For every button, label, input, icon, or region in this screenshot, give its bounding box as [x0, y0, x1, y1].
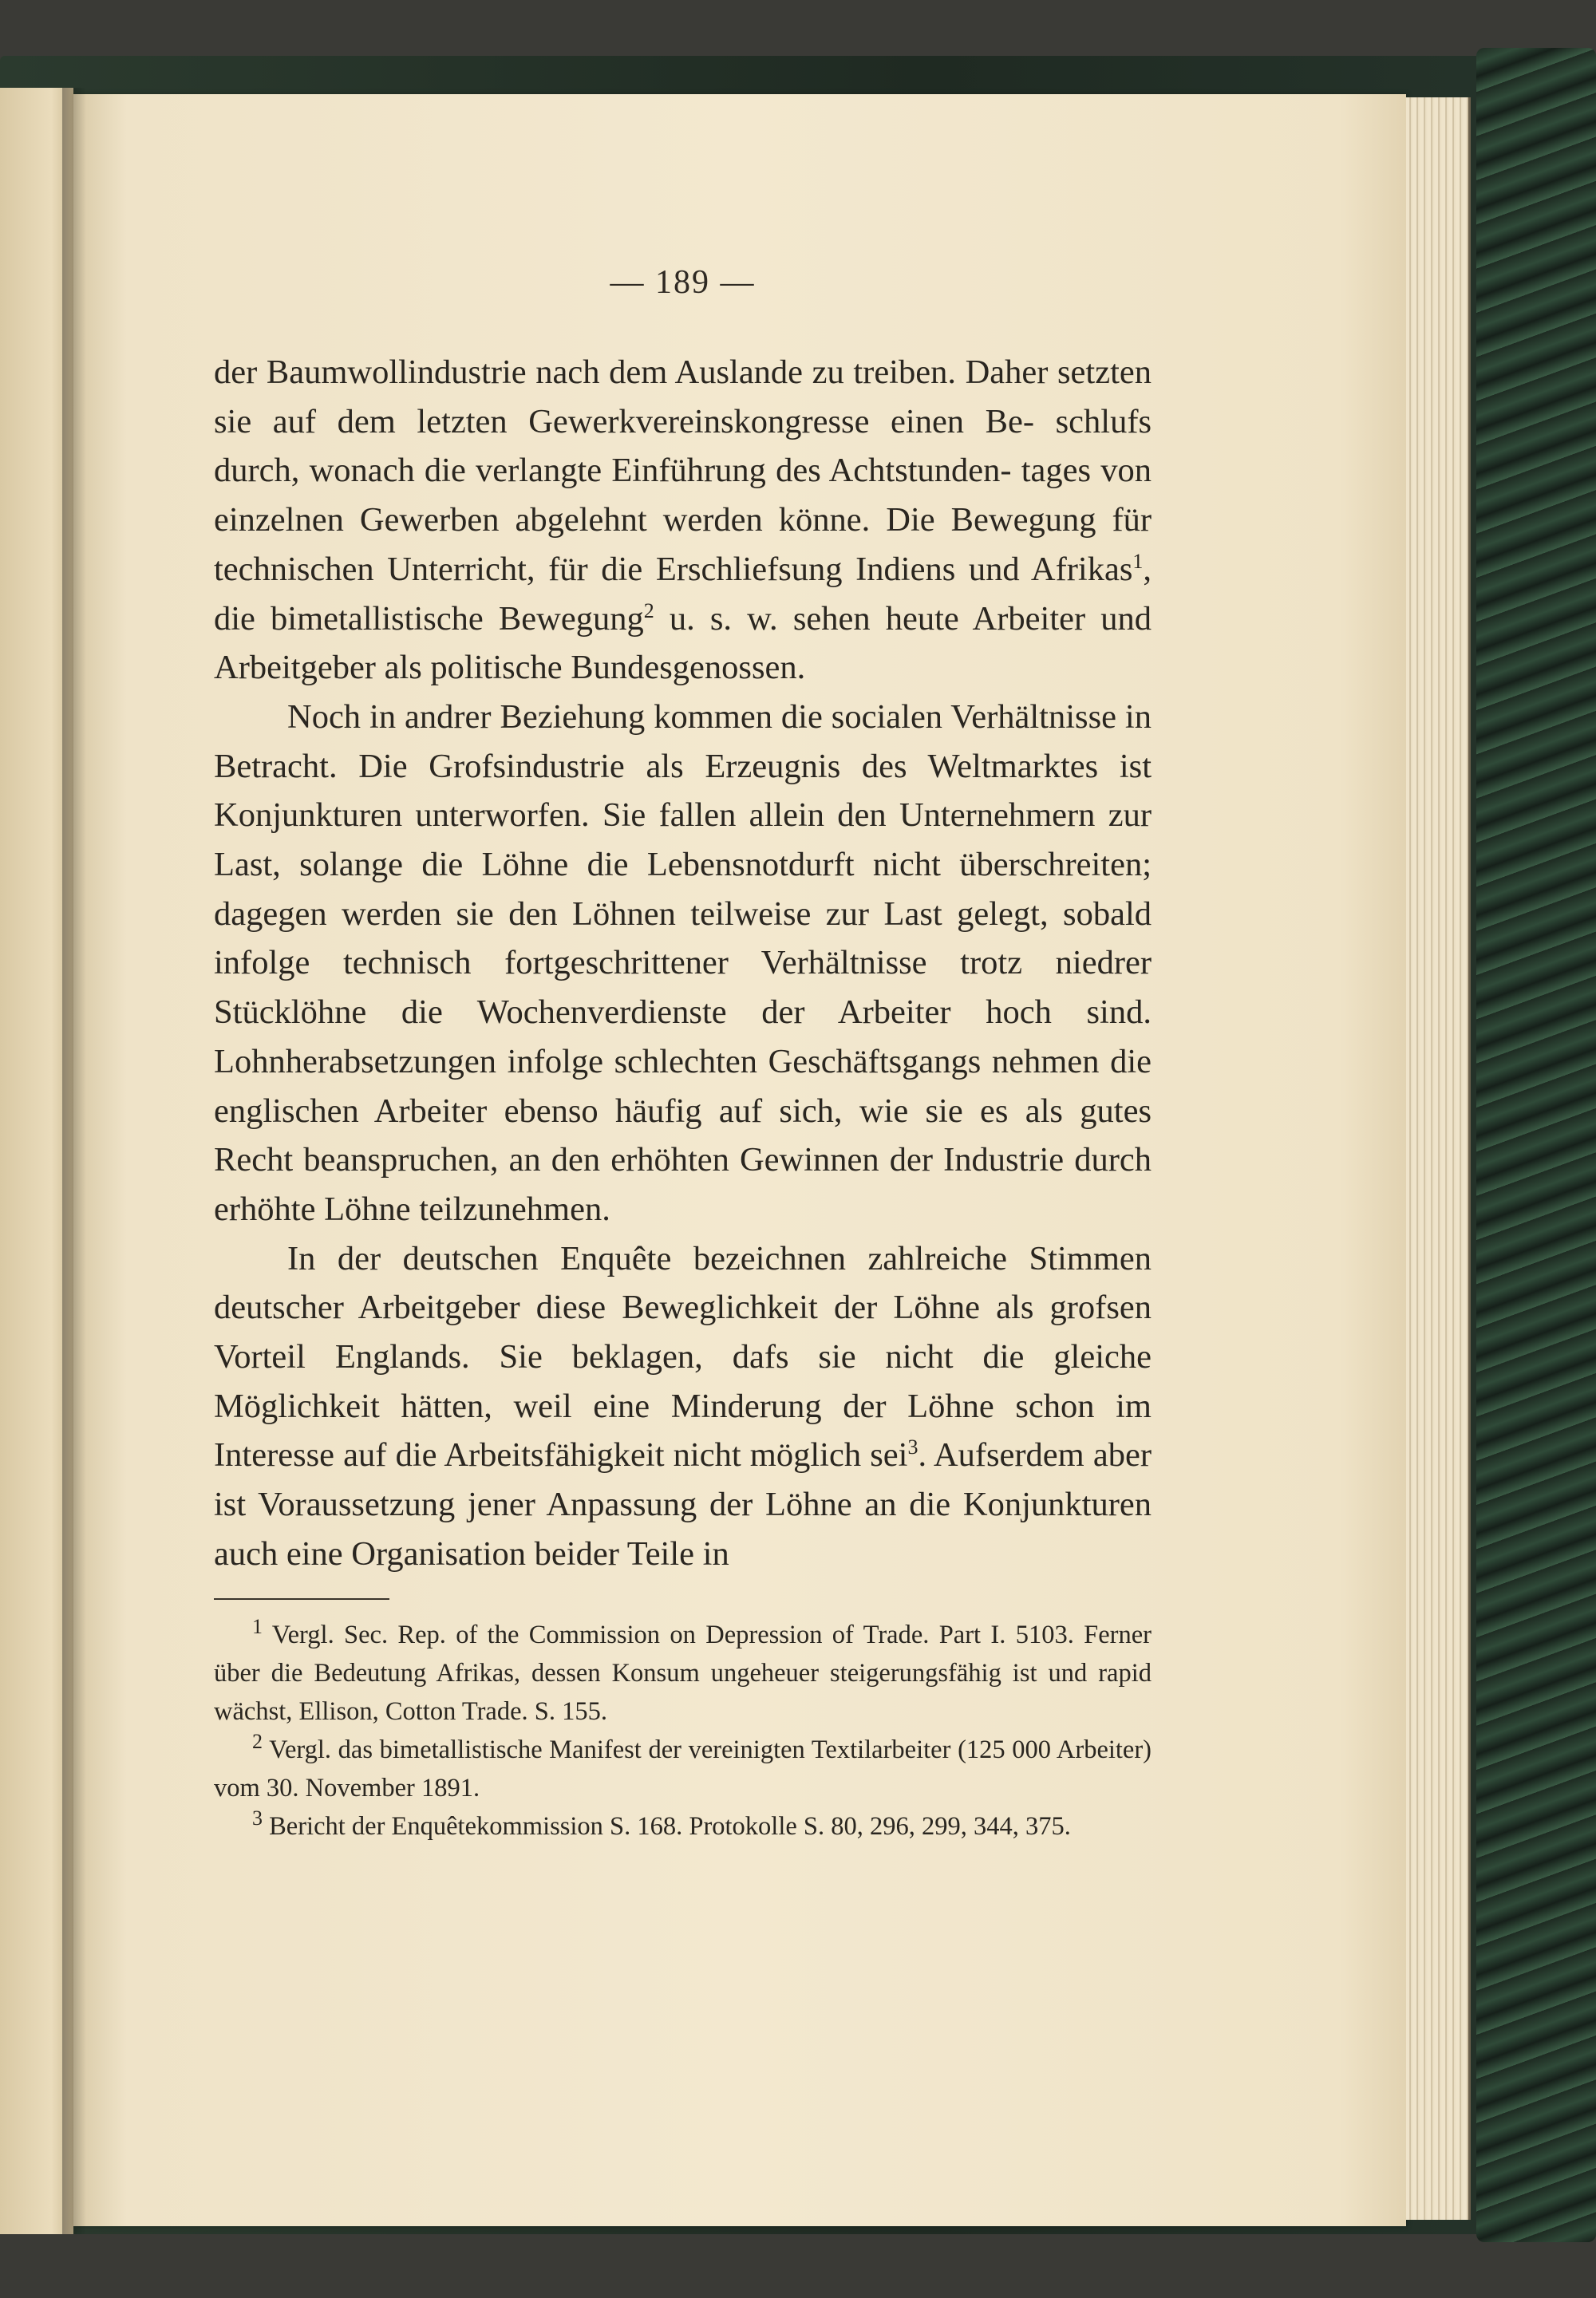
paragraph-2: Noch in andrer Beziehung kommen die socialen Verhältnisse in Betracht. Die Grofsindustrie als Erzeugnis des Weltmarktes ist Konjunkturen unterworfen. Sie fallen allein den Unternehmern zur Last, solange die Löhne die Lebensnotdurft nicht überschreiten; dagegen werden sie den Löhnen teilweise zur Last gelegt, sobald infolge technisch fortgeschrittener Verhältnisse trotz niedrer Stücklöhne die Wochenverdienste der Arbeiter hoch sind. Lohnherabsetzungen infolge schlechten Geschäftsgangs nehmen die englischen Arbeiter ebenso häufig auf sich, wie sie es als gutes Recht beanspruchen, an den erhöhten Gewinnen der Industrie durch erhöhte Löhne teilzunehmen. — [214, 697, 1152, 1228]
paragraph-1-line-3: schlufs durch, wonach die verlangte Einführung des Achtstunden- — [214, 402, 1152, 490]
marbled-cover-edge — [1476, 48, 1596, 2242]
paragraph-1-line-6: Indiens und Afrikas — [855, 550, 1133, 588]
paragraph-1-line-7: heute Arbeiter und Arbeitgeber als politische Bundesgenossen. — [214, 599, 1152, 687]
paragraph-3 — [214, 1234, 1152, 1579]
footnote-1 — [214, 1616, 1152, 1731]
footnote-2-marker: 2 — [252, 1729, 263, 1753]
footnote-ref-1: 1 — [1132, 549, 1144, 573]
page-stack-edges — [1406, 97, 1471, 2220]
paragraph-1-line-6c: u. s. w. sehen — [654, 599, 871, 638]
footnote-separator — [214, 1598, 389, 1600]
footnote-2-text: Vergl. das bimetallistische Manifest der vereinigten Textilarbeiter (125 000 Arbeiter) vom 30. November 1891. — [214, 1735, 1152, 1802]
page-number: — 189 — — [610, 264, 756, 301]
paragraph-1-line-2: setzten sie auf dem letzten Gewerkvereinskongresse einen Be- — [214, 353, 1152, 440]
paragraph-1-line-4: tages von einzelnen Gewerben abgelehnt werden könne. Die — [214, 452, 1152, 539]
footnote-3-text: Bericht der Enquêtekommission S. 168. Protokolle S. 80, 296, 299, 344, 375. — [269, 1811, 1071, 1841]
paragraph-1 — [214, 348, 1152, 693]
footnote-2 — [214, 1731, 1152, 1807]
footnotes — [214, 1616, 1152, 1846]
paragraph-3-text-after: . Aufserdem aber ist Voraussetzung jener Anpassung der Löhne an die Konjunkturen auch eine Organisation beider Teile in — [214, 1436, 1152, 1573]
footnote-ref-2: 2 — [643, 598, 654, 622]
spine-shadow — [62, 88, 86, 2234]
footnote-1-marker: 1 — [252, 1614, 263, 1638]
paragraph-1-line-1: der Baumwollindustrie nach dem Auslande zu treiben. Daher — [214, 353, 1049, 391]
paragraph-1-line-5: Bewegung für technischen Unterricht, für die Erschliefsung — [214, 501, 1152, 588]
footnote-3 — [214, 1807, 1152, 1846]
footnote-ref-3: 3 — [907, 1435, 918, 1459]
body-text — [214, 348, 1152, 1579]
paragraph-1-line-6b: , die bimetallistische Bewegung — [214, 550, 1152, 638]
paragraph-3-text-before: In der deutschen Enquête bezeichnen zahlreiche Stimmen deutscher Arbeitgeber diese Beweglichkeit der Löhne als grofsen Vorteil Englands. Sie beklagen, dafs sie nicht die gleiche Möglichkeit hätten, weil eine Minderung der Löhne schon im Interesse auf die Arbeitsfähigkeit nicht möglich sei — [214, 1239, 1152, 1475]
footnote-1-text: Vergl. Sec. Rep. of the Commission on Depression of Trade. Part I. 5103. Ferner über die Bedeutung Afrikas, dessen Konsum ungeheuer steigerungsfähig ist und rapid wächst, Ellison, Cotton Trade. S. 155. — [214, 1620, 1152, 1726]
page-text-block — [214, 263, 1152, 1846]
footnote-3-marker: 3 — [252, 1806, 263, 1830]
